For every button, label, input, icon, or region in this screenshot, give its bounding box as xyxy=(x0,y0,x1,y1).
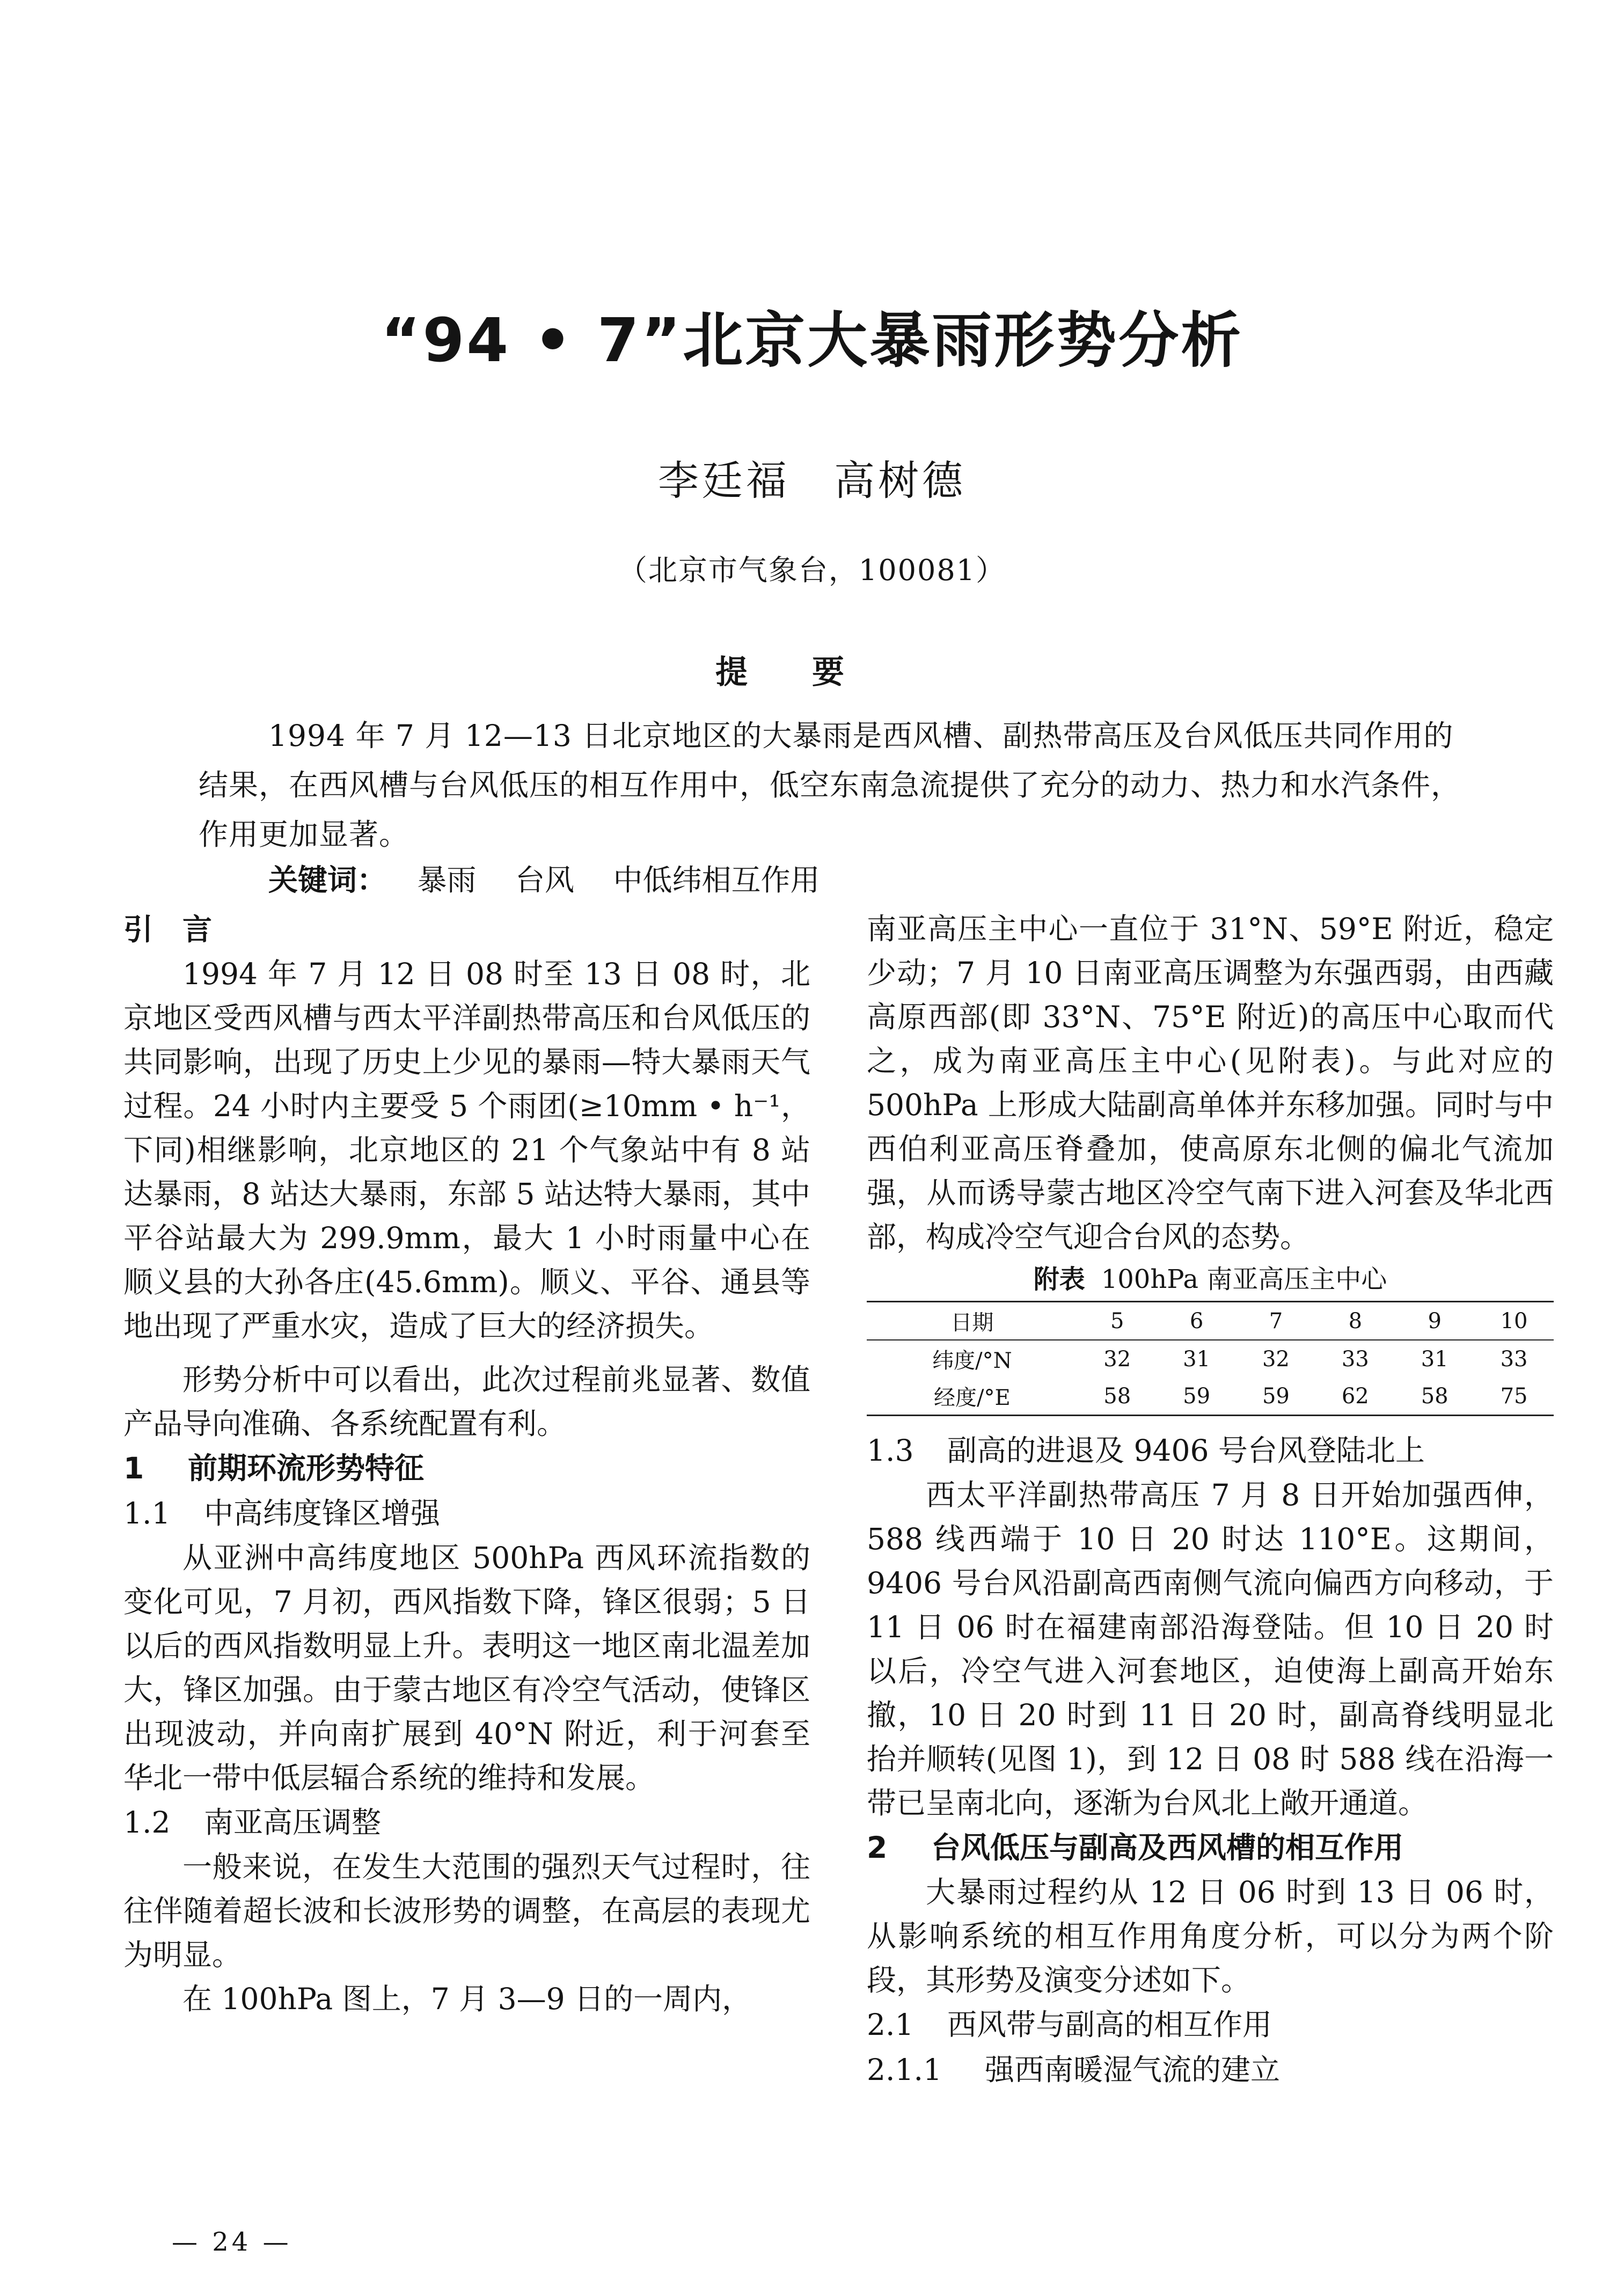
section-title: 南亚高压调整 xyxy=(204,1805,382,1840)
keywords xyxy=(268,859,1449,902)
table-cell: 59 xyxy=(1262,1383,1290,1409)
table-row xyxy=(867,1340,1554,1378)
section-title: 中高纬度锋区增强 xyxy=(204,1496,441,1530)
section-number: 1.3 xyxy=(867,1433,914,1468)
section-number: 2.1 xyxy=(867,2008,914,2042)
section-title: 副高的进退及 9406 号台风登陆北上 xyxy=(947,1433,1425,1468)
section-title: 台风低压与副高及西风槽的相互作用 xyxy=(931,1830,1404,1865)
table-header-cell: 9 xyxy=(1395,1302,1474,1340)
section-1-1-heading xyxy=(123,1491,810,1536)
table-title: 100hPa 南亚高压主中心 xyxy=(1101,1264,1387,1294)
section-1-3-paragraph: 西太平洋副热带高压 7 月 8 日开始加强西伸，588 线西端于 10 日 20 时达 110°E。这期间，9406 号台风沿副高西南侧气流向偏西方向移动，于 11 日 06 时在福建南部沿海登陆。但 10 日 20 时以后，冷空气进入河套地区，迫使海上副高开始东撤，10 日 20 时到 11 日 20 时，副高脊线明显北抬并顺转(见图 1)，到 12 日 08 时 588 线在沿海一带已呈南北向，逐渐为台风北上敞开通道。 xyxy=(867,1478,1554,1820)
table-row-header: 经度/°E xyxy=(934,1386,1011,1410)
section-number: 1.1 xyxy=(123,1496,171,1530)
section-title: 强西南暖湿气流的建立 xyxy=(985,2053,1281,2087)
section-title: 西风带与副高的相互作用 xyxy=(947,2008,1272,2042)
table-header-cell: 8 xyxy=(1315,1302,1395,1340)
table-caption xyxy=(867,1262,1554,1296)
keyword: 台风 xyxy=(515,863,575,897)
table-row xyxy=(867,1378,1554,1416)
keyword: 中低纬相互作用 xyxy=(613,863,820,897)
section-2-1-1-heading xyxy=(867,2047,1554,2092)
section-2-1-heading xyxy=(867,2002,1554,2047)
section-number: 2 xyxy=(867,1830,888,1865)
table-header-cell: 5 xyxy=(1078,1302,1157,1340)
section-title: 前期环流形势特征 xyxy=(188,1451,425,1485)
table-cell: 32 xyxy=(1262,1346,1290,1372)
table-cell: 31 xyxy=(1421,1346,1449,1372)
table-cell: 33 xyxy=(1341,1346,1369,1372)
table-cell: 31 xyxy=(1183,1346,1211,1372)
table-cell: 58 xyxy=(1421,1383,1449,1409)
authors: 李廷福 高树德 xyxy=(658,457,966,504)
section-number: 1 xyxy=(123,1451,144,1485)
table-label: 附表 xyxy=(1033,1264,1085,1294)
section-1-2-heading xyxy=(123,1800,810,1845)
table-header-cell: 日期 xyxy=(867,1302,1078,1340)
right-column xyxy=(867,907,1554,2092)
section-1-3-heading xyxy=(867,1428,1554,1473)
section-number: 1.2 xyxy=(123,1805,171,1840)
table-cell: 59 xyxy=(1183,1383,1211,1409)
table-cell: 75 xyxy=(1500,1383,1528,1409)
section-1-2-paragraph-2: 在 100hPa 图上，7 月 3—9 日的一周内， xyxy=(182,1982,752,2016)
table-cell: 33 xyxy=(1500,1346,1528,1372)
table-cell: 62 xyxy=(1341,1383,1369,1409)
intro-heading: 引 言 xyxy=(123,912,213,947)
intro-paragraph-2: 形势分析中可以看出，此次过程前兆显著、数值产品导向准确、各系统配置有利。 xyxy=(123,1362,810,1441)
section-1-1-paragraph: 从亚洲中高纬度地区 500hPa 西风环流指数的变化可见，7 月初，西风指数下降，锋区很弱；5 日以后的西风指数明显上升。表明这一地区南北温差加大，锋区加强。由于蒙古地区有冷空气活动，使锋区出现波动，并向南扩展到 40°N 附近，利于河套至华北一带中低层辐合系统的维持和发展。 xyxy=(123,1541,810,1795)
keywords-label: 关键词： xyxy=(268,863,387,897)
paper-title: “94 • 7”北京大暴雨形势分析 xyxy=(381,306,1243,376)
table-cell: 32 xyxy=(1103,1346,1131,1372)
continued-paragraph: 南亚高压主中心一直位于 31°N、59°E 附近，稳定少动；7 月 10 日南亚高压调整为东强西弱，由西藏高原西部(即 33°N、75°E 附近)的高压中心取而代之，成为南亚高压主中心(见附表)。与此对应的 500hPa 上形成大陆副高单体并东移加强。同时与中西伯利亚高压脊叠加，使高原东北侧的偏北气流加强，从而诱导蒙古地区冷空气南下进入河套及华北西部，构成冷空气迎合台风的态势。 xyxy=(867,912,1554,1254)
table-row xyxy=(867,1302,1554,1340)
abstract-text: 1994 年 7 月 12—13 日北京地区的大暴雨是西风槽、副热带高压及台风低压共同作用的结果，在西风槽与台风低压的相互作用中，低空东南急流提供了充分的动力、热力和水汽条件，作用更加显著。 xyxy=(199,719,1461,852)
table-row-header: 纬度/°N xyxy=(932,1349,1012,1373)
south-asia-high-table xyxy=(867,1301,1554,1416)
section-1-2-paragraph-1: 一般来说，在发生大范围的强烈天气过程时，往往伴随着超长波和长波形势的调整，在高层的表现尤为明显。 xyxy=(123,1850,810,1972)
table-header-cell: 7 xyxy=(1237,1302,1316,1340)
intro-paragraph-1: 1994 年 7 月 12 日 08 时至 13 日 08 时，北京地区受西风槽与西太平洋副热带高压和台风低压的共同影响，出现了历史上少见的暴雨—特大暴雨天气过程。24 小时内主要受 5 个雨团(≥10mm • h⁻¹，下同)相继影响，北京地区的 21 个气象站中有 8 站达暴雨，8 站达大暴雨，东部 5 站达特大暴雨，其中平谷站最大为 299.9mm，最大 1 小时雨量中心在顺义县的大孙各庄(45.6mm)。顺义、平谷、通县等地出现了严重水灾，造成了巨大的经济损失。 xyxy=(123,957,810,1343)
section-2-heading xyxy=(867,1825,1554,1870)
section-2-paragraph: 大暴雨过程约从 12 日 06 时到 13 日 06 时，从影响系统的相互作用角度分析，可以分为两个阶段，其形势及演变分述如下。 xyxy=(867,1875,1554,1997)
table-header-cell: 10 xyxy=(1474,1302,1554,1340)
section-number: 2.1.1 xyxy=(867,2053,942,2087)
page-number: — 24 — xyxy=(172,2227,292,2257)
keyword: 暴雨 xyxy=(417,863,477,897)
section-1-heading xyxy=(123,1446,810,1491)
table-cell: 58 xyxy=(1103,1383,1131,1409)
affiliation: （北京市气象台，100081） xyxy=(618,553,1006,587)
abstract-heading: 提要 xyxy=(715,654,909,691)
left-column xyxy=(123,907,810,2021)
table-header-cell: 6 xyxy=(1157,1302,1237,1340)
